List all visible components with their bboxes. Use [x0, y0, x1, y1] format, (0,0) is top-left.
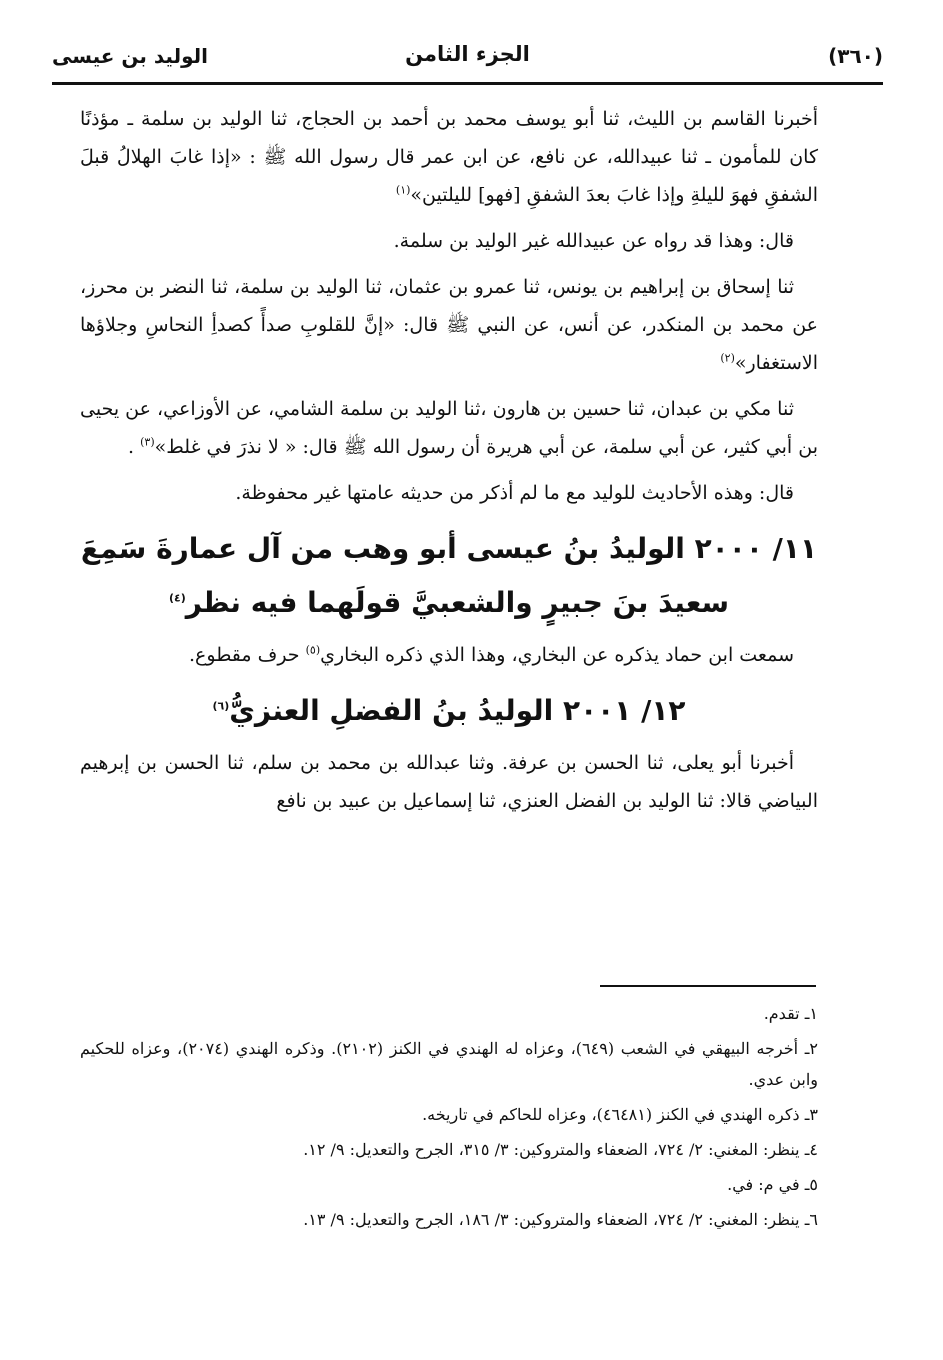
paragraph-7: أخبرنا أبو يعلى، ثنا الحسن بن عرفة. وثنا عبدالله بن محمد بن سلم، ثنا الحسن بن إبرهيم البياضي قالا: ثنا الوليد بن الفضل العنزي، ثنا إسماعيل بن عبيد بن نافع: [80, 752, 818, 812]
page-header: [52, 38, 883, 78]
footnote-ref-5: (٥): [305, 643, 321, 657]
paragraph-6-end: حرف مقطوع.: [189, 644, 306, 666]
footnote-ref-3: (٣): [140, 435, 155, 449]
entry-heading-2000-line2-text: سعيدَ بنَ جبيرٍ والشعبيَّ قولَهما فيه نظر: [185, 586, 730, 619]
footnote-ref-6: (٦): [212, 699, 230, 713]
running-title: الوليد بن عيسى: [52, 44, 208, 68]
entry-heading-2001-text: ١٢/ ٢٠٠١ الوليدُ بنُ الفضلِ العنزيُّ: [229, 694, 686, 727]
footnote-5: ٥ـ في م: في.: [727, 1175, 818, 1194]
footnotes: [80, 998, 818, 1239]
entry-heading-2000-line1: ١١/ ٢٠٠٠ الوليدُ بنُ عيسى أبو وهب من آل عمارةَ سَمِعَ: [80, 532, 818, 565]
header-rule: [52, 82, 883, 85]
footnote-1: ١ـ تقدم.: [763, 1004, 818, 1023]
footnote-3: ٣ـ ذكره الهندي في الكنز (٤٦٤٨١)، وعزاه للحاكم في تاريخه.: [422, 1105, 818, 1124]
footnote-ref-1: (١): [395, 183, 411, 197]
footnote-ref-2: (٢): [720, 351, 735, 365]
entry-heading-2001: [80, 684, 818, 738]
footnote-rule: [600, 985, 816, 987]
entry-heading-2000-line2: [80, 576, 818, 630]
paragraph-6: [80, 636, 818, 674]
paragraph-2: قال: وهذا قد رواه عن عبيدالله غير الوليد بن سلمة.: [393, 230, 794, 252]
paragraph-4-text: ثنا مكي بن عبدان، ثنا حسين بن هارون ،ثنا الوليد بن سلمة الشامي، عن الأوزاعي، عن يحيى بن أبي كثير، عن أبي سلمة، عن أبي هريرة أن رسول الله ﷺ قال: « لا نذرَ في غلط»: [80, 398, 818, 458]
footnote-6: ٦ـ ينظر: المغني: ٢/ ٧٢٤، الضعفاء والمتروكين: ٣/ ١٨٦، الجرح والتعديل: ٩/ ١٣.: [303, 1210, 818, 1229]
footnote-4: ٤ـ ينظر: المغني: ٢/ ٧٢٤، الضعفاء والمتروكين: ٣/ ٣١٥، الجرح والتعديل: ٩/ ١٢.: [303, 1140, 818, 1159]
paragraph-5: قال: وهذه الأحاديث للوليد مع ما لم أذكر من حديثه عامتها غير محفوظة.: [235, 482, 794, 504]
paragraph-1: [80, 100, 818, 214]
main-text: [80, 100, 818, 828]
page-number: (٣٦٠): [828, 44, 883, 68]
paragraph-1-text: أخبرنا القاسم بن الليث، ثنا أبو يوسف محمد بن أحمد بن الحجاج، ثنا الوليد بن سلمة ـ مؤذنًا كان للمأمون ـ ثنا عبيدالله، عن نافع، عن ابن عمر قال رسول الله ﷺ : «إذا غابَ الهلالُ قبلَ الشفقِ فهوَ لليلةِ وإذا غابَ بعدَ الشفقِ [فهو] لليلتين»: [80, 108, 818, 206]
paragraph-3-text: ثنا إسحاق بن إبراهيم بن يونس، ثنا عمرو بن عثمان، ثنا الوليد بن سلمة، ثنا النضر بن محرز، عن محمد بن المنكدر، عن أنس، عن النبي ﷺ قال: «إنَّ للقلوبِ صدأً كصدأِ النحاسِ وجلاؤها الاستغفار»: [80, 276, 818, 374]
paragraph-4: [80, 390, 818, 466]
paragraph-4-end: .: [128, 436, 141, 458]
volume-title: الجزء الثامن: [405, 42, 530, 66]
entry-heading-2000: [80, 522, 818, 630]
footnote-2: ٢ـ أخرجه البيهقي في الشعب (٦٤٩)، وعزاه له الهندي في الكنز (٢١٠٢). وذكره الهندي (٢٠٧٤)، وعزاه للحكيم وابن عدي.: [80, 1039, 819, 1089]
footnote-ref-4: (٤): [168, 591, 186, 605]
paragraph-3: [80, 268, 818, 382]
paragraph-6-text: سمعت ابن حماد يذكره عن البخاري، وهذا الذي ذكره البخاري: [320, 644, 794, 666]
